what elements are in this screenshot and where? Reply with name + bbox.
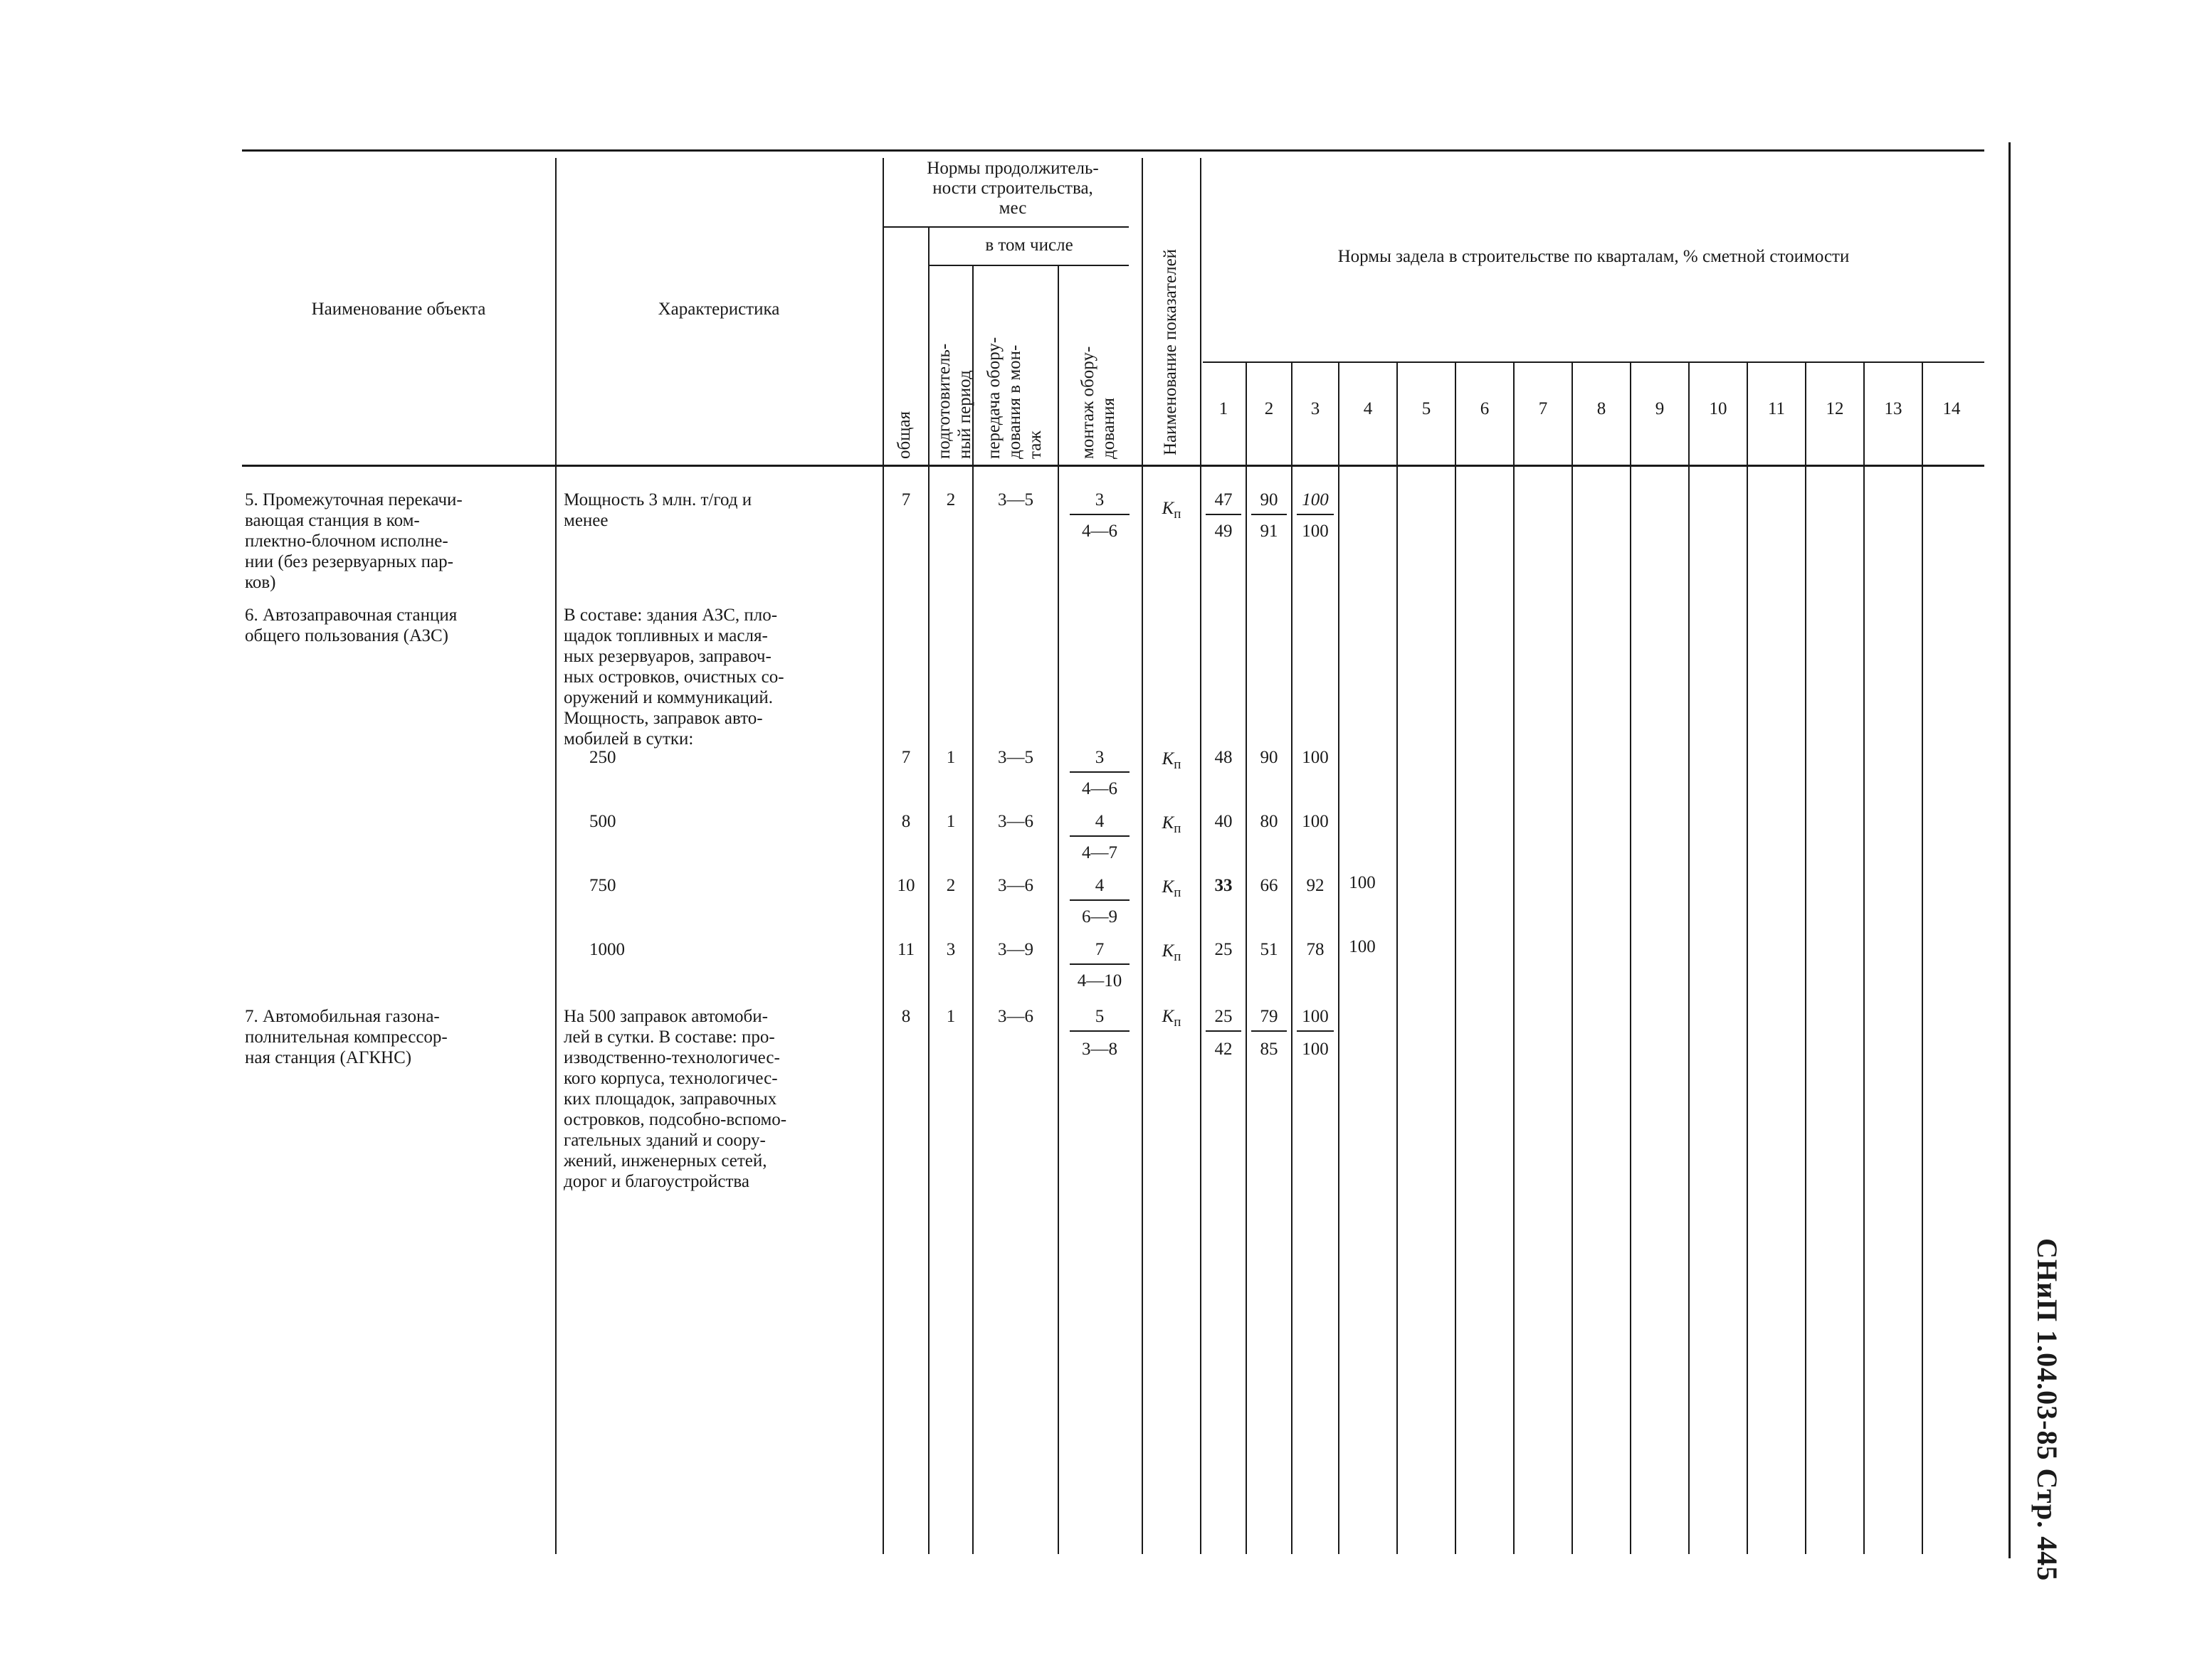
- char-line: ных резервуаров, заправоч-: [564, 647, 772, 666]
- hdr-line-quarters: [1203, 361, 1984, 363]
- cell-q2-bot: 91: [1260, 522, 1278, 541]
- q-divider: [1338, 363, 1339, 1554]
- page-right-rule: [2008, 142, 2011, 1558]
- cell-indicator: [1143, 1006, 1200, 1033]
- name-line: 6. Автозаправочная станция: [245, 606, 458, 625]
- cell-mount-top: 5: [1095, 1007, 1105, 1026]
- cell-transfer: 3—6: [998, 1007, 1033, 1026]
- cell-q2: 80: [1260, 812, 1278, 831]
- char-line: менее: [564, 511, 609, 530]
- header-bottom-border: [242, 465, 1984, 467]
- cell-mount-bot: 4—6: [1082, 522, 1117, 541]
- cell-transfer: 3—5: [998, 748, 1033, 767]
- mount-fraction-line: [1070, 963, 1130, 965]
- q-fraction-line: [1206, 514, 1241, 515]
- norms-dur-line: ности строительства,: [932, 179, 1093, 198]
- col-divider-5: [1058, 266, 1059, 1554]
- cell-prep: 2: [946, 876, 956, 895]
- quarter-number: 10: [1709, 399, 1727, 418]
- cell-mount-bot: 4—7: [1082, 843, 1117, 862]
- char-line: В составе: здания АЗС, пло-: [564, 606, 778, 625]
- col-divider-1: [555, 158, 557, 1554]
- q-divider: [1805, 363, 1806, 1554]
- cell-q3-top: 100: [1302, 490, 1329, 509]
- col-mount-line: монтаж обору-: [1078, 346, 1097, 459]
- indicator-k: К: [1162, 877, 1174, 897]
- cell-mount-top: 4: [1095, 876, 1105, 895]
- quarter-number: 11: [1767, 399, 1786, 418]
- cell-q2: 51: [1260, 940, 1278, 959]
- indicator-sub: п: [1174, 885, 1181, 900]
- cell-q1-top: 47: [1214, 490, 1233, 509]
- q-fraction-line: [1297, 514, 1334, 515]
- cell-mount-bot: 4—10: [1077, 971, 1122, 990]
- cell-transfer: 3—6: [998, 876, 1033, 895]
- q-divider: [1455, 363, 1456, 1554]
- quarter-number: 13: [1884, 399, 1902, 418]
- cell-indicator: [1143, 498, 1200, 525]
- item5-name: [245, 490, 548, 593]
- quarter-number: 14: [1942, 399, 1961, 418]
- name-line: полнительная компрессор-: [245, 1027, 448, 1047]
- cell-q3: 100: [1302, 812, 1329, 831]
- col-prep-line: подготовитель-: [934, 343, 954, 459]
- hdr-line-incl: [928, 265, 1129, 266]
- cell-total: 7: [901, 490, 911, 509]
- name-line: ная станция (АГКНС): [245, 1048, 412, 1067]
- name-line: ков): [245, 573, 276, 592]
- cell-indicator: [1143, 749, 1200, 776]
- cell-prep: 1: [946, 1007, 956, 1026]
- cell-transfer: 3—5: [998, 490, 1033, 509]
- header-col-transfer: [984, 337, 1046, 459]
- char-line: Мощность, заправок авто-: [564, 709, 763, 728]
- cell-q1: 40: [1214, 812, 1233, 831]
- col-transfer-line: таж: [1026, 430, 1045, 459]
- q-divider: [1863, 363, 1865, 1554]
- col-transfer-line: передача обору-: [984, 337, 1004, 459]
- col-divider-2: [883, 158, 884, 1554]
- header-name-col: Наименование объекта: [311, 300, 486, 319]
- cell-q1: 25: [1214, 940, 1233, 959]
- cell-transfer: 3—9: [998, 940, 1033, 959]
- header-col-total: общая: [895, 411, 914, 459]
- cell-prep: 3: [946, 940, 956, 959]
- cell-prep: 2: [946, 490, 956, 509]
- cell-transfer: 3—6: [998, 812, 1033, 831]
- q-divider: [1688, 363, 1690, 1554]
- cell-q1: 48: [1214, 748, 1233, 767]
- quarter-number: 7: [1538, 399, 1548, 418]
- cell-prep: 1: [946, 812, 956, 831]
- cell-total: 10: [897, 876, 915, 895]
- header-incl: в том числе: [985, 236, 1073, 255]
- header-col-indicator: Наименование показателей: [1161, 248, 1180, 455]
- name-line: плектно-блочном исполне-: [245, 532, 448, 551]
- quarter-number: 12: [1826, 399, 1844, 418]
- char-line: кого корпуса, технологичес-: [564, 1069, 778, 1088]
- cell-q2-top: 79: [1260, 1007, 1278, 1026]
- char-line: Мощность 3 млн. т/год и: [564, 490, 752, 509]
- mount-fraction-line: [1070, 1030, 1130, 1032]
- q-divider: [1922, 363, 1923, 1554]
- char-line: мобилей в сутки:: [564, 729, 694, 749]
- cell-capacity: 1000: [589, 940, 625, 959]
- item6-char: [564, 605, 871, 749]
- cell-q3: 100: [1302, 748, 1329, 767]
- item6-name: [245, 605, 548, 646]
- cell-capacity: 250: [589, 748, 616, 767]
- cell-q3: 78: [1306, 940, 1325, 959]
- header-char-col: Характеристика: [658, 300, 780, 319]
- quarter-number: 1: [1218, 399, 1228, 418]
- mount-fraction-line: [1070, 514, 1130, 515]
- mount-fraction-line: [1070, 835, 1130, 837]
- cell-capacity: 750: [589, 876, 616, 895]
- item7-name: [245, 1006, 548, 1068]
- q-divider: [1630, 363, 1631, 1554]
- item5-char: [564, 490, 871, 531]
- item7-char: [564, 1006, 871, 1192]
- mount-fraction-line: [1070, 899, 1130, 901]
- indicator-k: К: [1162, 749, 1174, 768]
- char-line: лей в сутки. В составе: про-: [564, 1027, 775, 1047]
- cell-mount-top: 7: [1095, 940, 1105, 959]
- cell-q2: 66: [1260, 876, 1278, 895]
- q-fraction-line: [1206, 1030, 1241, 1032]
- cell-mount-bot: 3—8: [1082, 1040, 1117, 1059]
- name-line: 7. Автомобильная газона-: [245, 1007, 440, 1026]
- cell-q3-bot: 100: [1302, 1040, 1329, 1059]
- q-divider: [1513, 363, 1515, 1554]
- quarter-number: 3: [1310, 399, 1320, 418]
- cell-q2-top: 90: [1260, 490, 1278, 509]
- char-line: гательных зданий и соору-: [564, 1131, 766, 1150]
- quarter-number: 4: [1363, 399, 1373, 418]
- cell-q1-top: 25: [1214, 1007, 1233, 1026]
- q-divider: [1747, 363, 1748, 1554]
- cell-q3-bot: 100: [1302, 522, 1329, 541]
- cell-q2: 90: [1260, 748, 1278, 767]
- cell-q1: 33: [1214, 876, 1233, 895]
- quarter-number: 8: [1596, 399, 1606, 418]
- quarter-number: 5: [1421, 399, 1431, 418]
- col-divider-4: [972, 266, 974, 1554]
- q-fraction-line: [1297, 1030, 1334, 1032]
- name-line: 5. Промежуточная перекачи-: [245, 490, 463, 509]
- char-line: ких площадок, заправочных: [564, 1089, 777, 1109]
- cell-mount-bot: 4—6: [1082, 779, 1117, 798]
- mount-fraction-line: [1070, 771, 1130, 773]
- char-line: изводственно-технологичес-: [564, 1048, 780, 1067]
- cell-indicator: [1143, 877, 1200, 904]
- cell-q1-bot: 49: [1214, 522, 1233, 541]
- cell-mount-bot: 6—9: [1082, 907, 1117, 926]
- col-mount-line: дования: [1099, 397, 1118, 459]
- col-divider-7: [1200, 158, 1201, 1554]
- col-transfer-line: дования в мон-: [1005, 344, 1024, 459]
- header-col-prep: [934, 344, 975, 459]
- col-prep-line: ный период: [955, 370, 974, 459]
- cell-total: 7: [901, 748, 911, 767]
- cell-mount-top: 3: [1095, 490, 1105, 509]
- page-reference-label: СНиП 1.04.03-85 Стр. 445: [2031, 1238, 2063, 1582]
- indicator-sub: п: [1174, 821, 1181, 836]
- indicator-sub: п: [1174, 507, 1181, 522]
- cell-q3: 92: [1306, 876, 1325, 895]
- cell-total: 8: [901, 812, 911, 831]
- cell-prep: 1: [946, 748, 956, 767]
- cell-indicator: [1143, 813, 1200, 840]
- char-line: На 500 заправок автомоби-: [564, 1007, 768, 1026]
- indicator-k: К: [1162, 1007, 1174, 1026]
- cell-q3-top: 100: [1302, 1007, 1329, 1026]
- quarter-number: 9: [1655, 399, 1665, 418]
- indicator-sub: п: [1174, 757, 1181, 772]
- cell-capacity: 500: [589, 812, 616, 831]
- table-top-border: [242, 149, 1984, 152]
- q-fraction-line: [1251, 514, 1287, 515]
- cell-q2-bot: 85: [1260, 1040, 1278, 1059]
- hdr-line-norms: [883, 226, 1129, 228]
- indicator-k: К: [1162, 499, 1174, 518]
- char-line: островков, подсобно-вспомо-: [564, 1110, 787, 1129]
- norms-dur-line: мес: [999, 199, 1027, 218]
- char-line: щадок топливных и масля-: [564, 626, 768, 645]
- cell-total: 8: [901, 1007, 911, 1026]
- header-col-mount: [1078, 347, 1119, 459]
- quarter-number: 6: [1480, 399, 1490, 418]
- char-line: оружений и коммуникаций.: [564, 688, 773, 707]
- col-divider-6: [1142, 158, 1143, 1554]
- cell-total: 11: [897, 940, 915, 959]
- indicator-k: К: [1162, 813, 1174, 833]
- name-line: вающая станция в ком-: [245, 511, 420, 530]
- char-line: дорог и благоустройства: [564, 1172, 749, 1191]
- cell-indicator: [1143, 941, 1200, 968]
- q-divider: [1571, 363, 1573, 1554]
- indicator-sub: п: [1174, 1015, 1181, 1030]
- name-line: общего пользования (АЗС): [245, 626, 448, 645]
- q-divider: [1396, 363, 1398, 1554]
- indicator-sub: п: [1174, 949, 1181, 964]
- cell-q4: 100: [1349, 873, 1376, 892]
- norms-dur-line: Нормы продолжитель-: [927, 159, 1099, 178]
- header-norms-zadel: Нормы задела в строительстве по кварталам, % сметной стоимости: [1337, 247, 1850, 266]
- cell-q1-bot: 42: [1214, 1040, 1233, 1059]
- quarter-number: 2: [1264, 399, 1274, 418]
- cell-q4: 100: [1349, 937, 1376, 956]
- q-fraction-line: [1251, 1030, 1287, 1032]
- char-line: жений, инженерных сетей,: [564, 1151, 767, 1171]
- name-line: нии (без резервуарных пар-: [245, 552, 453, 571]
- indicator-k: К: [1162, 941, 1174, 961]
- cell-mount-top: 4: [1095, 812, 1105, 831]
- char-line: ных островков, очистных со-: [564, 667, 784, 687]
- cell-mount-top: 3: [1095, 748, 1105, 767]
